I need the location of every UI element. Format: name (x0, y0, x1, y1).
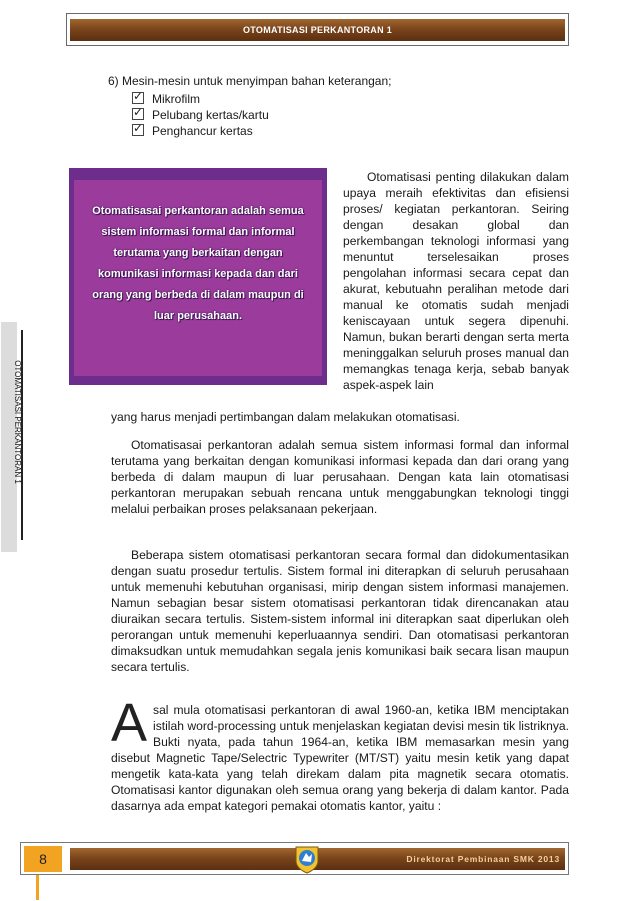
publisher-credit: Direktorat Pembinaan SMK 2013 (406, 854, 560, 864)
list-item-label: Pelubang kertas/kartu (152, 108, 269, 122)
side-tab-label: OTOMATISASI PERKANTORAN 1 (13, 360, 22, 484)
paragraph (111, 693, 569, 814)
drop-cap: A (111, 693, 148, 753)
list-item (132, 123, 253, 139)
callout-line: terutama yang berkaitan dengan (113, 247, 283, 259)
tut-wuri-handayani-logo-icon (292, 844, 322, 874)
callout-box (69, 168, 327, 385)
callout-line: orang yang berbeda di dalam maupun di (92, 289, 304, 301)
list-item (132, 107, 269, 123)
paragraph-continuation: yang harus menjadi pertimbangan dalam melakukan otomatisasi. (111, 410, 460, 424)
paragraph (111, 547, 569, 675)
paragraph (111, 437, 569, 517)
callout-line: komunikasi informasi kepada dan dari (98, 268, 298, 280)
checkbox-icon (132, 92, 144, 104)
list-heading: 6) Mesin-mesin untuk menyimpan bahan keterangan; (108, 74, 392, 88)
footer-accent (36, 875, 39, 900)
page-number: 8 (24, 846, 62, 872)
paragraph-text: Beberapa sistem otomatisasi perkantoran secara formal dan didokumentasikan dengan suatu prosedur tertulis. Sistem formal ini diterapkan di seluruh perusahaan untuk memenuhi kebutuhan organisasi, mirip dengan sistem informasi manajemen. Namun sebagian besar sistem otomatisasi perkantoran tidak direncanakan atau diuraikan secara tertulis. Sistem-sistem informal ini diterapkan saat diperlukan oleh perorangan untuk memenuhi keperluaannya sendiri. Dan otomatisasi perkantoran dimaksudkan untuk memudahkan segala jenis komunikasi baik secara lisan maupun secara tertulis. (111, 548, 569, 674)
paragraph-text: Otomatisasai perkantoran adalah semua sistem informasi formal dan informal terutama yang berkaitan dengan komunikasi informasi kepada dan dari orang yang berbeda di dalam maupun di luar perusahaan. Dengan kata lain otomatisasi perkantoran merupakan sebuah rencana untuk menggabungkan teknologi tinggi melalui perbaikan proses pelaksanaan pekerjaan. (111, 438, 569, 516)
callout-text (69, 201, 327, 327)
list-item-label: Mikrofilm (152, 92, 200, 106)
paragraph: Otomatisasi penting dilakukan dalam upaya meraih efektivitas dan efisiensi proses/ kegiatan perkantoran. Seiring dengan desakan global dan perkembangan teknologi informasi yang menuntut terselesaikan proses pengolahan informasi secara cepat dan akurat, kebutuahn peralihan metode dari manual ke otomatis sudah menjadi keniscayaan untuk segera dipenuhi. Namun, bukan berarti dengan serta merta meninggalkan seluruh proses manual dan memangkas tenaga kerja, sebab banyak aspek-aspek lain (343, 170, 569, 392)
list-item-label: Penghancur kertas (152, 124, 253, 138)
checkbox-icon (132, 124, 144, 136)
checkbox-icon (132, 108, 144, 120)
intro-column-paragraph (343, 169, 569, 393)
callout-line: sistem informasi formal dan informal (101, 226, 295, 238)
page-header-title: OTOMATISASI PERKANTORAN 1 (242, 25, 392, 35)
callout-line: luar perusahaan. (153, 310, 243, 322)
paragraph-text: sal mula otomatisasi perkantoran di awal 1960-an, ketika IBM menciptakan istilah word-processing untuk menjelaskan kegiatan devisi mesin tik listriknya. Bukti nyata, pada tahun 1964-an, ketika IBM memasarkan mesin yang disebut Magnetic Tape/Selectric Typewriter (MT/ST) yaitu mesin ketik yang dapat mengetik kata-kata yang telah direkam dalam pita magnetik secara otomatis. Otomatisasi kantor digunakan oleh semua orang yang bekerja di dalam kantor. Pada dasarnya ada empat kategori pemakai otomatis kantor, yaitu : (111, 703, 569, 813)
callout-line: Otomatisasai perkantoran adalah semua (92, 205, 304, 217)
